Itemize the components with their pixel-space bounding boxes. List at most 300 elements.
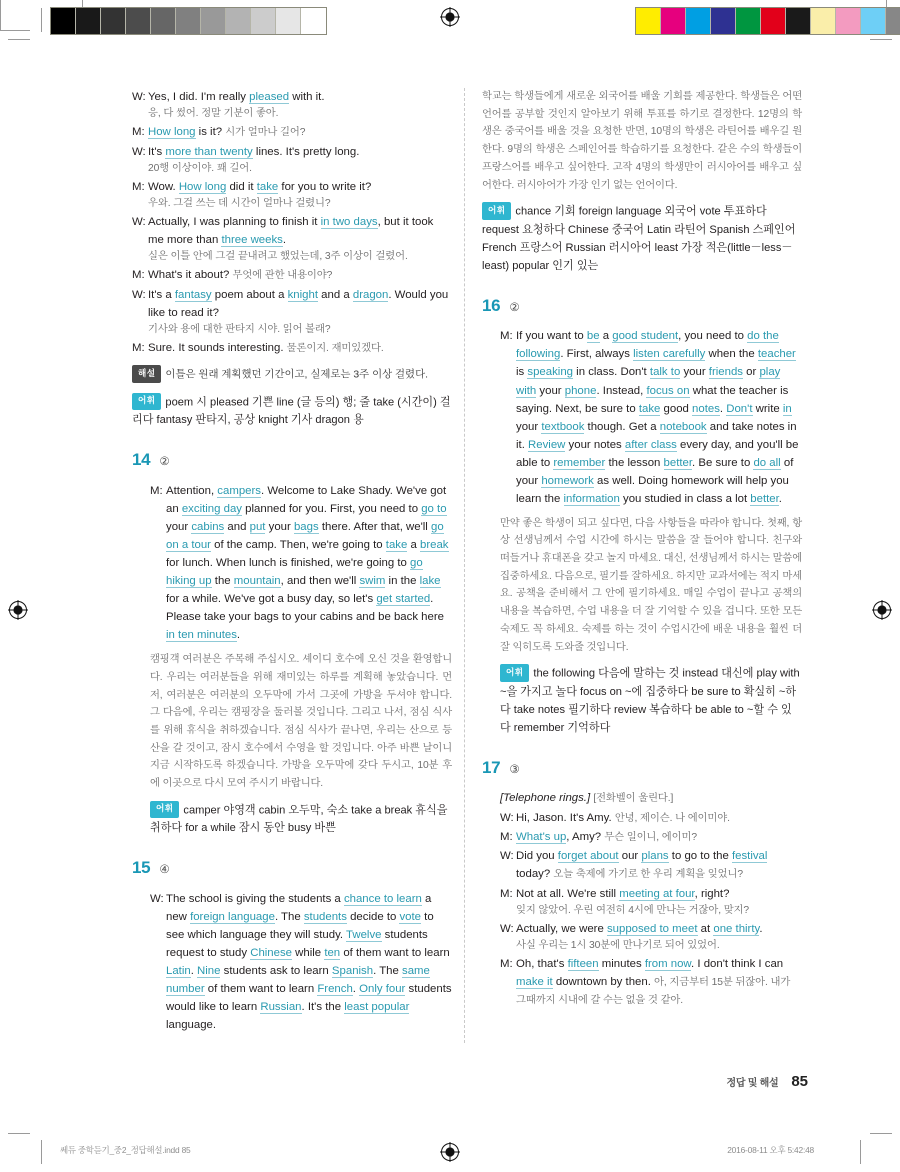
line-translation: 기사와 용에 대한 판타지 시야. 읽어 볼래? [148,323,331,335]
key-phrase: fifteen [567,958,599,971]
plain-text: in class. Don't [573,366,650,379]
key-phrase: talk to [649,366,681,379]
inline-translation: 물론이지. 재미있겠다. [286,342,384,354]
crop-mark-bottom-left-v [41,1140,42,1164]
key-phrase: vote [399,911,422,924]
vocab-row-q14 [150,801,452,838]
dialogue-text [148,143,452,177]
calibration-swatch [686,8,711,34]
plain-text: Did you [516,850,558,863]
plain-text: . The [373,965,403,978]
vocab-badge: 어휘 [500,664,529,681]
plain-text: our [618,850,642,863]
plain-text: students would like to learn [166,983,452,1014]
dialogue-line [150,890,452,1034]
column-divider [464,88,466,1043]
plain-text: your [166,521,192,534]
key-phrase: bags [293,521,319,534]
question-heading-16 [482,293,802,320]
question-number: 17 [482,757,501,777]
plain-text: . [236,629,241,642]
plain-text: What's it about? [148,269,233,282]
key-phrase: Russian [260,1001,302,1014]
key-phrase: focus on [646,384,690,397]
key-phrase: mountain [233,575,281,588]
inline-translation: 아, 지금부터 15분 뒤잖아. 내가 그때까지 시내에 갈 수는 없을 것 같아. [516,977,791,1007]
speaker-label: W: [132,91,146,103]
dialogue-line [132,143,452,177]
dialogue-line [500,828,802,846]
plain-text: . [190,965,198,978]
plain-text: though. Get a [584,420,660,433]
crop-mark-inner-left [41,8,42,32]
key-phrase: swim [359,575,386,588]
key-phrase: in ten minutes [166,629,237,642]
key-phrase: plans [641,850,669,863]
speaker-label: M: [150,485,163,497]
key-phrase: better [663,456,693,469]
speaker-label: M: [132,180,145,193]
plain-text: students ask to learn [220,965,332,978]
calibration-swatch [251,8,276,34]
plain-text: the [211,575,234,588]
key-phrase: play with [516,366,781,397]
line-translation: 잊지 않았어. 우린 여전히 4시에 만나는 거잖아, 맞지? [516,904,750,916]
dialogue-text [148,123,452,141]
key-phrase: Latin [166,965,191,978]
key-phrase: fantasy [174,288,212,301]
stage-direction [500,789,802,807]
stage-direction-ko: [전화벨이 울린다.] [593,793,674,805]
key-phrase: notebook [659,420,707,433]
key-phrase: go to [421,503,447,516]
dialogue-line [500,920,802,954]
question-body-15 [132,890,452,1034]
key-phrase: listen carefully [633,348,706,361]
dialogue-line [500,885,802,919]
speaker-label: W: [132,145,146,158]
vocab-row-q15 [482,202,802,275]
color-calibration-bar [635,7,900,35]
speaker-label: M: [132,269,145,282]
inline-translation: 시가 얼마나 길어? [225,127,306,139]
speaker-label: M: [500,958,513,971]
key-phrase: knight [287,288,319,301]
dialogue-text [166,890,452,1034]
plain-text: of your [516,456,794,487]
plain-text: to go to the [668,850,732,863]
speaker-label: M: [132,126,145,139]
key-phrase: meeting at four [619,887,695,900]
key-phrase: in two days [320,216,378,229]
plain-text: is it? [195,126,226,139]
plain-text: in the [385,575,420,588]
plain-text: . I don't think I can [691,958,784,971]
plain-text: language. [166,1019,217,1032]
dialogue-text [516,809,802,827]
plain-text: of the camp. Then, we're going to [210,539,386,552]
dialogue-text [516,955,802,1010]
speaker-label: W: [500,811,514,824]
plain-text: . The [274,911,304,924]
line-translation: 우와. 그걸 쓰는 데 시간이 얼마나 걸렸니? [148,197,331,209]
vocab-row-q16 [500,664,802,737]
dialogue-text [516,327,802,507]
print-slug-left: 쎄듀 중학듣기_중2_정답해설.indd 85 [60,1145,191,1155]
calibration-swatch [761,8,786,34]
calibration-swatch [661,8,686,34]
crop-mark-bottom-left-h [8,1133,30,1134]
key-phrase: cabins [191,521,225,534]
question-body-17 [482,789,802,1009]
calibration-swatch [176,8,201,34]
key-phrase: Only four [359,983,406,996]
key-phrase: good student [612,330,679,343]
key-phrase: Chinese [250,947,293,960]
key-phrase: in [782,402,792,415]
left-column [132,88,452,1035]
registration-mark-right [872,600,892,620]
vocab-badge: 어휘 [482,202,511,219]
plain-text: Yes, I did. I'm really [148,91,250,103]
calibration-swatch [736,8,761,34]
plain-text: of them want to learn [204,983,318,996]
plain-text: Not at all. We're still [516,887,620,900]
key-phrase: students [303,911,347,924]
translation-q15: 학교는 학생들에게 새로운 외국어를 배울 기회를 제공한다. 학생들은 어떤 언어를 공부할 것인지 알아보기 위해 투표를 하기로 결정한다. 12명의 학생은 중국어를 배울 것을 요청한 반면, 10명의 학생은 라틴어를 배우길 원한다. 9명의 학생은 스페인어를 학습하기를 요청한다. 같은 수의 학생들이 프랑스어를 배우고 싶어한다. 고작 4명의 학생만이 러시아어를 배우고 싶어한다. 러시아어가 가장 인기 없는 언어이다. [482,91,802,191]
plain-text: . [282,234,287,247]
calibration-swatch [226,8,251,34]
dialogue-q13-continuation [132,88,452,357]
inline-translation: 무슨 일이니, 에이미? [604,832,697,843]
plain-text: . [759,922,763,935]
plain-text: . [352,983,360,996]
calibration-swatch [811,8,836,34]
plain-text: as well. Doing homework will help you learn the [516,474,789,505]
stage-direction-en: [Telephone rings.] [500,792,591,805]
question-answer: ② [509,301,520,314]
dialogue-line [500,809,802,827]
dialogue-line [500,847,802,883]
plain-text: a [599,330,613,343]
key-phrase: get started [376,593,431,606]
key-phrase: supposed to meet [606,922,698,935]
key-phrase: make it [516,976,553,989]
plain-text: Sure. It sounds interesting. [148,341,287,354]
dialogue-text [148,88,452,122]
key-phrase: teacher [757,348,796,361]
key-phrase: foreign language [190,911,275,924]
right-column [482,88,802,1011]
calibration-swatch [51,8,76,34]
plain-text: . [719,402,727,415]
plain-text: . Please take your bags to your cabins and be back here [166,593,444,624]
key-phrase: break [420,539,449,552]
vocab-text: chance 기회 foreign language 외국어 vote 투표하다 request 요청하다 Chinese 중국어 Latin 라틴어 Spanish 스페인어 French 프랑스어 Russian 러시아어 least 가장 적은(little－less－least) popular 인기 있는 [482,205,796,272]
speaker-label: M: [132,341,145,354]
key-phrase: pleased [249,91,290,103]
plain-text: write [752,402,783,415]
dialogue-line [500,955,802,1010]
key-phrase: forget about [557,850,619,863]
inline-translation: 무엇에 관한 내용이야? [232,270,333,282]
plain-text: when the [705,348,758,361]
plain-text: a [407,539,420,552]
dialogue-text [166,482,452,644]
explanation-text: 이틀은 원래 계획했던 기간이고, 실제로는 3주 이상 걸렸다. [165,369,429,381]
key-phrase: same number [166,965,430,996]
dialogue-text [148,213,452,265]
key-phrase: go on a tour [166,521,444,552]
plain-text: . First, always [560,348,634,361]
key-phrase: remember [553,456,606,469]
plain-text: good [660,402,693,415]
key-phrase: Don't [726,402,753,415]
question-answer: ④ [159,864,170,877]
calibration-swatch [276,8,301,34]
key-phrase: homework [541,474,594,487]
plain-text: minutes [598,958,645,971]
key-phrase: phone [564,384,597,397]
plain-text: Wow. [148,180,179,193]
speaker-label: M: [500,831,513,843]
key-phrase: How long [148,126,196,139]
plain-text: , but it took me more than [148,216,434,247]
crop-mark-top-left-h [0,30,30,31]
dialogue-text [516,828,802,846]
inline-translation: 안녕, 제이슨. 나 에이미야. [614,812,730,824]
plain-text: you studied in class a lot [619,492,751,505]
question-number: 15 [132,858,151,878]
translation-q16: 만약 좋은 학생이 되고 싶다면, 다음 사항들을 따라야 합니다. 첫째, 항상 선생님께서 수업 시간에 하시는 말씀을 잘 들어야 합니다. 친구와 떠들거나 휴대폰을 갖고 놀지 마세요. 대신, 선생님께서 하시는 말씀에 집중하세요. 다음으로, 필기를 잘하세요. 하지만 교과서에는 적지 마세요. 공책을 준비해서 그 안에 필기하세요. 매일 수업이 끝나고 공책의 내용을 복습하면, 수업 내용을 더 잘 기억할 수 있을 겁니다. 또한 모든 숙제도 꼭 하세요. 숙제를 하는 것이 수업시간에 배운 내용을 훨씬 더 잘 익히도록 도와줄 것입니다. [500,517,802,653]
plain-text: did it [226,180,257,193]
key-phrase: more than twenty [165,145,253,158]
key-phrase: information [563,492,620,505]
question-number: 14 [132,450,151,470]
line-translation: 응, 다 썼어. 정말 기분이 좋아. [148,108,279,120]
line-translation: 20행 이상이야. 꽤 길어. [148,162,252,174]
key-phrase: What's up [516,831,567,843]
calibration-swatch [301,8,326,34]
plain-text: , right? [694,887,730,900]
plain-text: at [697,922,714,935]
plain-text: a new [166,893,432,924]
vocab-text: the following 다음에 말하는 것 instead 대신에 play with ~을 가지고 놀다 focus on ~에 집중하다 be sure to 확실히 ~하다 take notes 필기하다 review 복습하다 be able to ~할 수 있다 remember 기억하다 [500,667,800,734]
key-phrase: friends [708,366,743,379]
print-slug-right: 2016-08-11 오후 5:42:48 [727,1145,814,1155]
dialogue-line [500,327,802,507]
dialogue-text [516,885,802,919]
vocab-row-q13 [132,393,452,430]
plain-text: , Amy? [566,831,605,843]
key-phrase: festival [731,850,768,863]
crop-mark-right-tick [870,39,892,40]
key-phrase: Review [528,438,566,451]
plain-text: while [292,947,325,960]
plain-text: , you need to [678,330,748,343]
plain-text: Oh, that's [516,958,568,971]
plain-text: The school is giving the students a [166,893,344,906]
plain-text: Attention, [166,485,218,497]
plain-text: . Welcome to Lake Shady. We've got an [166,485,447,516]
question-answer: ③ [509,763,520,776]
calibration-swatch [126,8,151,34]
calibration-swatch [101,8,126,34]
plain-text: downtown by then. [552,976,655,989]
plain-text: . [778,492,782,505]
vocab-badge: 어휘 [132,393,161,410]
plain-text: Actually, I was planning to finish it [148,216,321,229]
key-phrase: take [638,402,661,415]
dialogue-line [150,482,452,644]
vocab-text: camper 야영객 cabin 오두막, 숙소 take a break 휴식을 취하다 for a while 잠시 동안 busy 바쁜 [150,804,448,835]
registration-mark-bottom [440,1142,460,1162]
question-heading-15 [132,855,452,882]
dialogue-line [132,178,452,212]
dialogue-line [132,339,452,357]
plain-text: is [516,366,528,379]
plain-text: students request to study [166,929,428,960]
question-heading-17 [482,755,802,782]
plain-text: for a while. We've got a busy day, so let's [166,593,377,606]
page-number: 85 [791,1073,808,1090]
calibration-swatch [711,8,736,34]
dialogue-line [132,286,452,338]
plain-text: If you want to [516,330,587,343]
dialogue-text [148,286,452,338]
key-phrase: go hiking up [166,557,423,588]
key-phrase: Spanish [331,965,374,978]
translation-q14: 캠핑객 여러분은 주목해 주십시오. 셰이디 호수에 오신 것을 환영합니다. 우리는 여러분들을 위해 재미있는 하루를 계획해 놓았습니다. 먼저, 여러분은 여러분의 오두막에 가서 그곳에 가방을 두셔야 합니다. 그 다음에, 우리는 캠핑장을 둘러볼 것입니다. 그리고 나서, 점심 식사를 위해 휴식을 취하겠습니다. 점심 식사가 끝나면, 우리는 산으로 등산을 갈 것이고, 잠시 호수에서 수영을 할 것입니다. 아주 바쁜 날이니 지금 시작하도록 하겠습니다. 가방을 오두막에 갖다 두시고, 10분 후에 이곳으로 다시 모여 주시기 바랍니다. [150,654,452,790]
plain-text: every day, and you'll be able to [516,438,799,469]
plain-text: . It's the [301,1001,345,1014]
plain-text: your [680,366,709,379]
question-heading-14 [132,447,452,474]
dialogue-line [132,123,452,141]
plain-text: your [536,384,565,397]
key-phrase: notes [692,402,720,415]
dialogue-q16 [500,327,802,507]
key-phrase: textbook [541,420,585,433]
dialogue-line [132,88,452,122]
plain-text: and a [318,288,353,301]
key-phrase: dragon [352,288,389,301]
plain-text: Hi, Jason. It's Amy. [516,811,615,824]
plain-text: the lesson [605,456,664,469]
vocab-text: poem 시 pleased 기쁜 line (글 등의) 행; 줄 take (시간이) 걸리다 fantasy 판타지, 공상 knight 기사 dragon 용 [132,396,451,427]
plain-text: and [224,521,250,534]
calibration-swatch [201,8,226,34]
dialogue-q14 [150,482,452,644]
inline-translation: 오늘 축제에 가기로 한 우리 계획을 잊었니? [553,869,743,881]
grayscale-calibration-bar [50,7,327,35]
key-phrase: speaking [527,366,574,379]
key-phrase: exciting day [181,503,242,516]
crop-mark-left-tick [8,39,30,40]
key-phrase: lake [419,575,441,588]
speaker-label: W: [500,850,514,863]
question-number: 16 [482,295,501,315]
question-body-14 [132,482,452,838]
plain-text: today? [516,868,554,881]
plain-text: . Would you like to read it? [148,288,449,319]
key-phrase: campers [217,485,261,497]
key-phrase: French [317,983,353,996]
plain-text: lines. It's pretty long. [252,145,360,158]
key-phrase: take [385,539,408,552]
speaker-label: M: [500,887,513,900]
speaker-label: W: [150,893,164,906]
key-phrase: one thirty [713,922,760,935]
key-phrase: least popular [344,1001,410,1014]
plain-text: It's [148,145,166,158]
crop-mark-top-left-v2 [0,0,1,30]
plain-text: with it. [289,91,325,103]
plain-text: decide to [346,911,400,924]
registration-mark-left [8,600,28,620]
dialogue-text [516,847,802,883]
calibration-swatch [76,8,101,34]
key-phrase: be [586,330,600,343]
speaker-label: W: [132,216,146,229]
dialogue-text [148,266,452,284]
plain-text: , and then we'll [280,575,360,588]
key-phrase: do all [753,456,781,469]
key-phrase: from now [644,958,692,971]
key-phrase: How long [178,180,227,193]
plain-text: for you to write it? [278,180,372,193]
question-answer: ② [159,456,170,469]
dialogue-line [132,213,452,265]
key-phrase: put [249,521,266,534]
key-phrase: Twelve [346,929,382,942]
line-translation: 실은 이틀 안에 그걸 끝내려고 했었는데, 3주 이상이 걸렸어. [148,251,408,263]
plain-text: . Be sure to [692,456,754,469]
key-phrase: three weeks [221,234,283,247]
folio [727,1073,808,1090]
plain-text: planned for you. First, you need to [242,503,422,516]
dialogue-text [148,178,452,212]
plain-text: your notes [565,438,625,451]
calibration-swatch [886,8,900,34]
key-phrase: ten [324,947,341,960]
plain-text: or [743,366,760,379]
dialogue-q17 [500,809,802,1010]
explanation-row-q13 [132,365,452,384]
question-body-16 [482,327,802,737]
dialogue-text [148,339,452,357]
dialogue-q15 [150,890,452,1034]
plain-text: Actually, we were [516,922,607,935]
key-phrase: after class [624,438,677,451]
dialogue-line [132,266,452,284]
speaker-label: W: [132,288,146,301]
speaker-label: M: [500,330,513,343]
key-phrase: chance to learn [343,893,422,906]
plain-text: poem about a [211,288,288,301]
plain-text: there. After that, we'll [318,521,431,534]
dialogue-text [516,920,802,954]
plain-text: . Instead, [596,384,647,397]
plain-text: what the teacher is saying. Next, be sure to [516,384,789,415]
plain-text: your [265,521,294,534]
plain-text: and take notes in it. [516,420,797,451]
key-phrase: better [750,492,779,505]
plain-text: your [516,420,542,433]
plain-text: It's a [148,288,175,301]
plain-text: for lunch. When lunch is finished, we're going to [166,557,411,570]
calibration-swatch [786,8,811,34]
